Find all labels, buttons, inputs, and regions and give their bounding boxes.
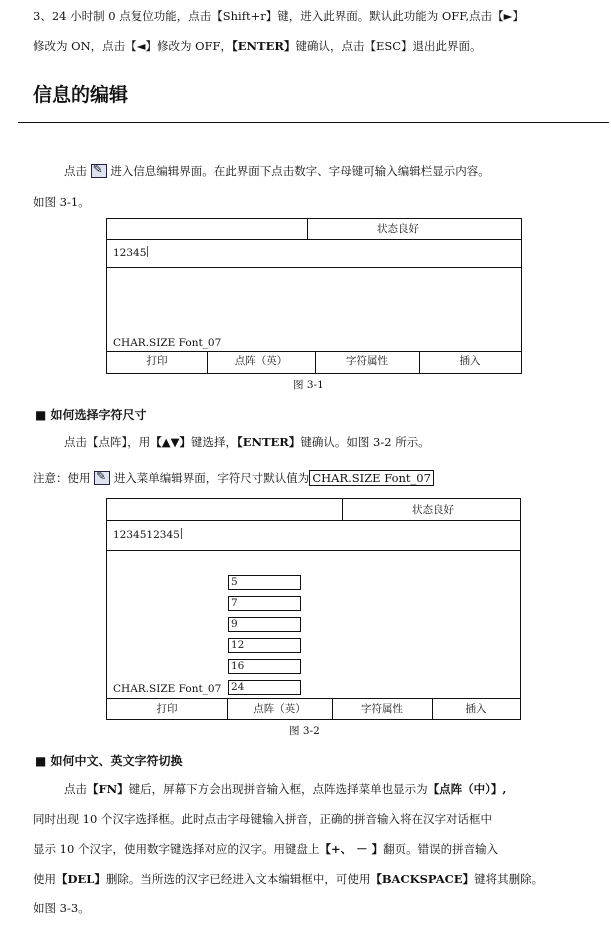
note-line: 注意：使用 ✎ 进入菜单编辑界面，字符尺寸默认值为 CHAR.SIZE Font_07 [33,471,434,485]
edit-input[interactable]: 12345 [113,247,147,259]
menu-char-attr-2[interactable]: 字符属性 [361,703,403,715]
sub1-line: 点击【点阵】，用【▲▼】键选择，【ENTER】键确认。如图 3-2 所示。 [64,435,430,449]
edit-input-2[interactable]: 1234512345 [113,529,180,541]
menu-dot-matrix-en[interactable]: 点阵（英） [234,355,288,367]
figure-3-1-screen [106,218,522,374]
char-size-label: CHAR.SIZE Font_07 [113,337,222,349]
intro-line-1: 3、24 小时制 0 点复位功能，点击【Shift+r】键，进入此界面。默认此功能为 OFF,点击【►】 [33,9,524,23]
menu-insert-2[interactable]: 插入 [465,703,487,715]
sub2-title: ■ 如何中文、英文字符切换 [35,754,183,768]
size-option-12[interactable]: 12 [228,638,301,653]
char-size-label-2: CHAR.SIZE Font_07 [113,683,222,695]
menu-insert[interactable]: 插入 [459,355,481,367]
figure-3-2-screen [106,498,521,720]
sub2-line-3: 显示 10 个汉字，使用数字键选择对应的汉字。用键盘上【+、 － 】翻页。错误的拼音输入 [33,842,499,856]
figure-3-2-caption: 图 3-2 [289,725,320,737]
text-cursor [147,246,148,257]
para1-line-2: 如图 3-1。 [33,195,90,209]
sub2-line-2: 同时出现 10 个汉字选择框。此时点击字母键输入拼音，正确的拼音输入将在汉字对话框中 [33,812,492,826]
message-edit-icon [91,164,107,178]
sub2-line-5: 如图 3-3。 [33,901,90,915]
size-option-7[interactable]: 7 [228,596,301,611]
text-cursor-2 [181,528,182,539]
size-option-5[interactable]: 5 [228,575,301,590]
menu-print[interactable]: 打印 [146,355,168,367]
para1-line-1: 点击 ✎ 进入信息编辑界面。在此界面下点击数字、字母键可输入编辑栏显示内容。 [64,164,490,178]
sub1-title: ■ 如何选择字符尺寸 [35,408,147,422]
menu-dot-matrix-en-2[interactable]: 点阵（英） [253,703,306,715]
size-option-9[interactable]: 9 [228,617,301,632]
intro-line-2: 修改为 ON，点击【◄】修改为 OFF，【ENTER】键确认，点击【ESC】退出此界面。 [33,39,482,53]
section-title: 信息的编辑 [33,84,129,106]
section-divider [18,122,609,123]
menu-edit-icon [94,471,110,485]
size-option-24[interactable]: 24 [228,680,301,695]
menu-char-attr[interactable]: 字符属性 [346,355,388,367]
sub2-line-4: 使用【DEL】删除。当所选的汉字已经进入文本编辑框中，可使用【BACKSPACE】键将其删除。 [33,872,544,886]
status-text: 状态良好 [377,223,419,235]
sub2-line-1: 点击【FN】键后，屏幕下方会出现拼音输入框，点阵选择菜单也显示为【点阵（中）】, [64,782,507,796]
menu-print-2[interactable]: 打印 [156,703,178,715]
figure-3-1-caption: 图 3-1 [293,379,324,391]
status-text-2: 状态良好 [412,504,454,516]
default-size-box: CHAR.SIZE Font_07 [309,470,434,486]
size-option-16[interactable]: 16 [228,659,301,674]
